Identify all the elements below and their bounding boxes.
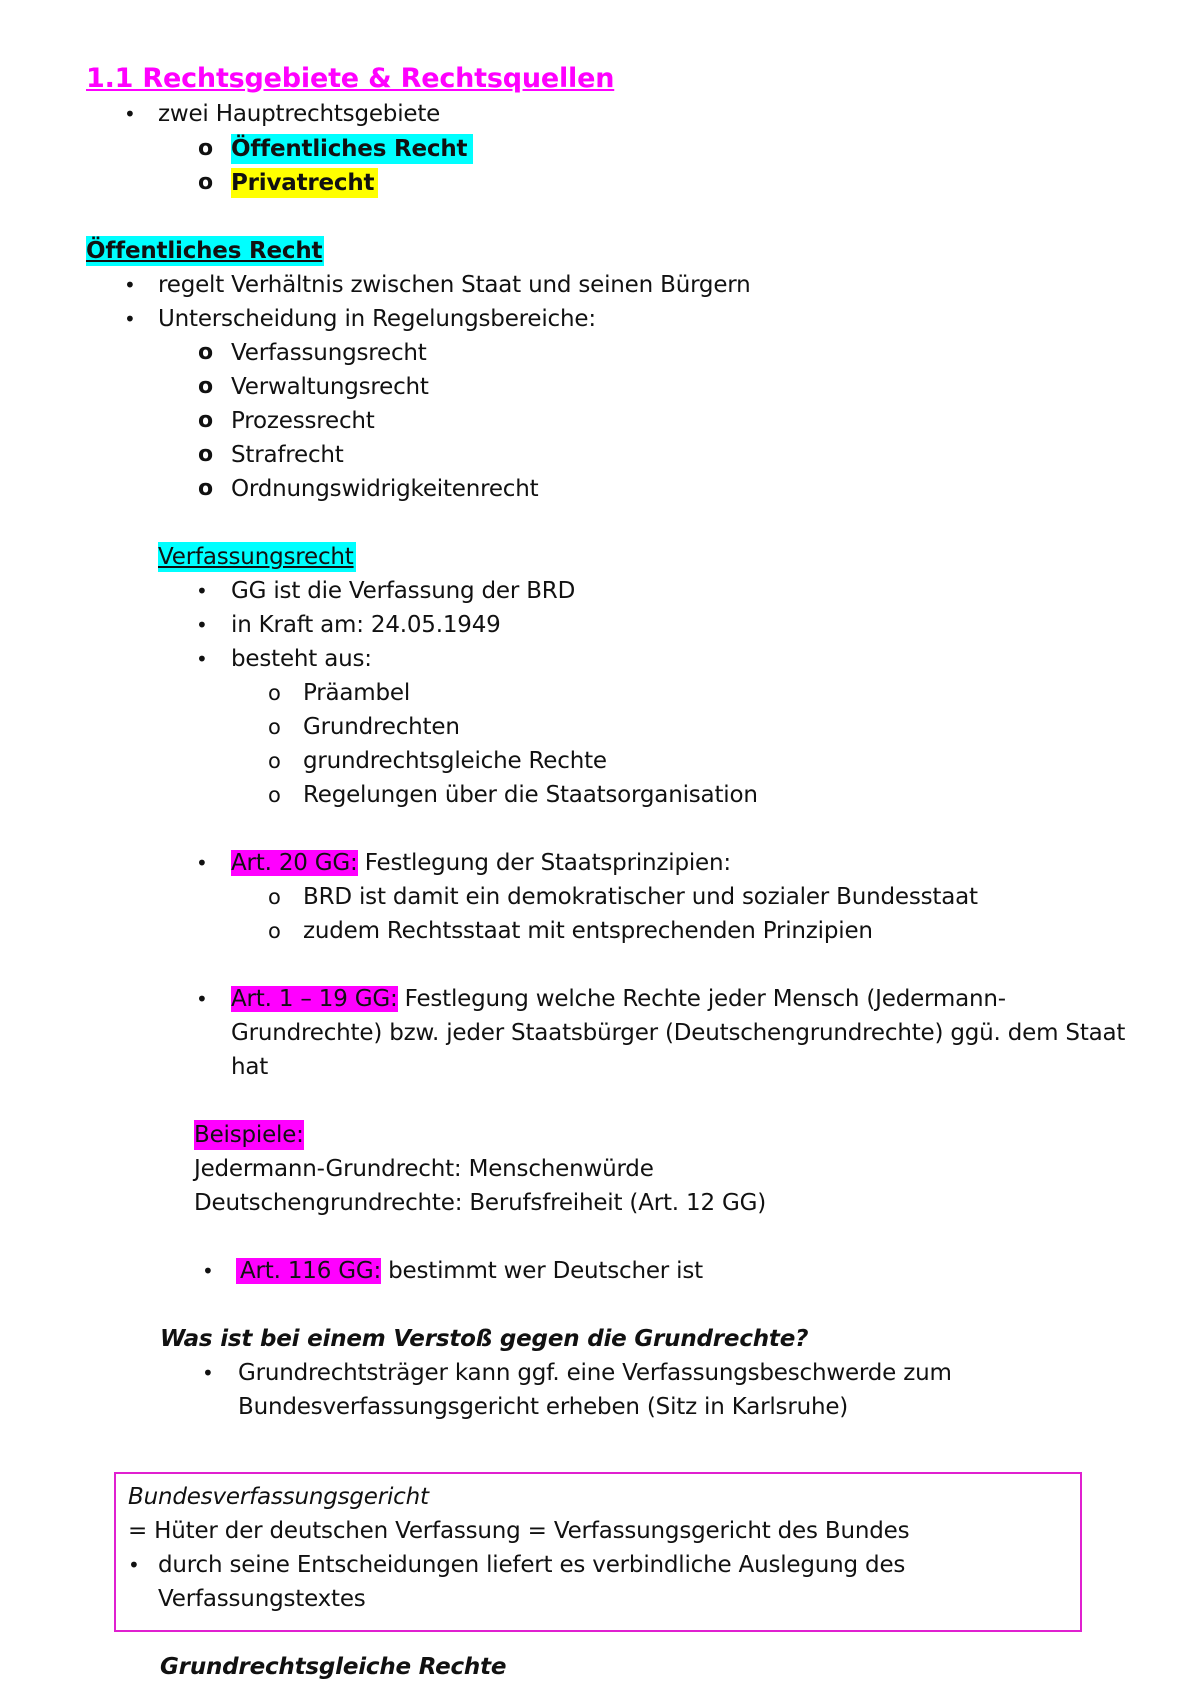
intro-item: zwei Hauptrechtsgebiete <box>158 101 441 127</box>
bestandteil-item: Grundrechten <box>303 714 460 740</box>
verfassung-bullet-2: in Kraft am: 24.05.1949 <box>231 612 501 638</box>
circle-bullet-icon: o <box>198 408 214 433</box>
beispiel-1: Jedermann-Grundrecht: Menschenwürde <box>194 1156 654 1182</box>
circle-bullet-icon: o <box>268 715 281 739</box>
bullet-icon: • <box>128 1553 140 1577</box>
bullet-icon: • <box>124 273 136 297</box>
bullet-icon: • <box>124 307 136 331</box>
box-bullet-line-1: durch seine Entscheidungen liefert es verbindliche Auslegung des <box>158 1552 906 1578</box>
bestandteil-item: grundrechtsgleiche Rechte <box>303 748 607 774</box>
bullet-icon: • <box>196 579 208 603</box>
circle-bullet-icon: o <box>268 783 281 807</box>
bullet-icon: • <box>196 613 208 637</box>
art20-text: Festlegung der Staatsprinzipien: <box>357 850 731 876</box>
intro-sub-oeffentlich: Öffentliches Recht <box>231 134 473 164</box>
footer-heading: Grundrechtsgleiche Rechte <box>160 1654 507 1680</box>
regelungsbereich-item: Ordnungswidrigkeitenrecht <box>231 476 539 502</box>
art116-line <box>236 1256 703 1286</box>
verfassung-bullet-1: GG ist die Verfassung der BRD <box>231 578 576 604</box>
art20-sub-item: zudem Rechtsstaat mit entsprechenden Prinzipien <box>303 918 873 944</box>
art116-label: Art. 116 GG: <box>236 1258 381 1284</box>
box-line-1: = Hüter der deutschen Verfassung = Verfassungsgericht des Bundes <box>128 1518 910 1544</box>
regelungsbereich-item: Verfassungsrecht <box>231 340 427 366</box>
verstoss-line-2: Bundesverfassungsgericht erheben (Sitz in Karlsruhe) <box>238 1394 849 1420</box>
oeffentlich-bullet-1: regelt Verhältnis zwischen Staat und seinen Bürgern <box>158 272 751 298</box>
intro-sub-privat: Privatrecht <box>231 168 378 198</box>
bestandteil-item: Präambel <box>303 680 411 706</box>
circle-bullet-icon: o <box>268 749 281 773</box>
box-title: Bundesverfassungsgericht <box>128 1484 429 1510</box>
circle-bullet-icon: o <box>268 681 281 705</box>
bullet-icon: • <box>196 647 208 671</box>
circle-bullet-icon: o <box>198 170 214 195</box>
verstoss-line-1: Grundrechtsträger kann ggf. eine Verfassungsbeschwerde zum <box>238 1360 952 1386</box>
circle-bullet-icon: o <box>268 885 281 909</box>
circle-bullet-icon: o <box>198 340 214 365</box>
verfassung-bullet-3: besteht aus: <box>231 646 372 672</box>
art20-label: Art. 20 GG: <box>231 850 358 876</box>
bullet-icon: • <box>202 1259 214 1283</box>
regelungsbereich-item: Strafrecht <box>231 442 344 468</box>
beispiel-2: Deutschengrundrechte: Berufsfreiheit (Art. 12 GG) <box>194 1190 767 1216</box>
circle-bullet-icon: o <box>198 476 214 501</box>
regelungsbereich-item: Verwaltungsrecht <box>231 374 429 400</box>
box-bullet-line-2: Verfassungstextes <box>158 1586 366 1612</box>
bestandteil-item: Regelungen über die Staatsorganisation <box>303 782 758 808</box>
verstoss-question: Was ist bei einem Verstoß gegen die Grundrechte? <box>160 1326 809 1352</box>
section-heading-oeffentliches-recht: Öffentliches Recht <box>86 238 323 264</box>
art1-line-2: Grundrechte) bzw. jeder Staatsbürger (Deutschengrundrechte) ggü. dem Staat <box>231 1020 1126 1046</box>
art1-line-1 <box>231 984 1006 1014</box>
section-heading-verfassungsrecht: Verfassungsrecht <box>158 544 354 570</box>
circle-bullet-icon: o <box>268 919 281 943</box>
regelungsbereich-item: Prozessrecht <box>231 408 375 434</box>
art1-text: Festlegung welche Rechte jeder Mensch (Jedermann- <box>397 986 1006 1012</box>
oeffentlich-bullet-2: Unterscheidung in Regelungsbereiche: <box>158 306 596 332</box>
art20-line <box>231 848 731 878</box>
bullet-icon: • <box>196 851 208 875</box>
bullet-icon: • <box>196 987 208 1011</box>
art1-label: Art. 1 – 19 GG: <box>231 986 398 1012</box>
art116-text: bestimmt wer Deutscher ist <box>381 1258 703 1284</box>
art1-line-3: hat <box>231 1054 269 1080</box>
bullet-icon: • <box>124 102 136 126</box>
page-title: 1.1 Rechtsgebiete & Rechtsquellen <box>86 63 615 94</box>
art20-sub-item: BRD ist damit ein demokratischer und sozialer Bundesstaat <box>303 884 978 910</box>
circle-bullet-icon: o <box>198 136 214 161</box>
bullet-icon: • <box>202 1361 214 1385</box>
circle-bullet-icon: o <box>198 442 214 467</box>
circle-bullet-icon: o <box>198 374 214 399</box>
beispiele-label: Beispiele: <box>194 1122 304 1148</box>
